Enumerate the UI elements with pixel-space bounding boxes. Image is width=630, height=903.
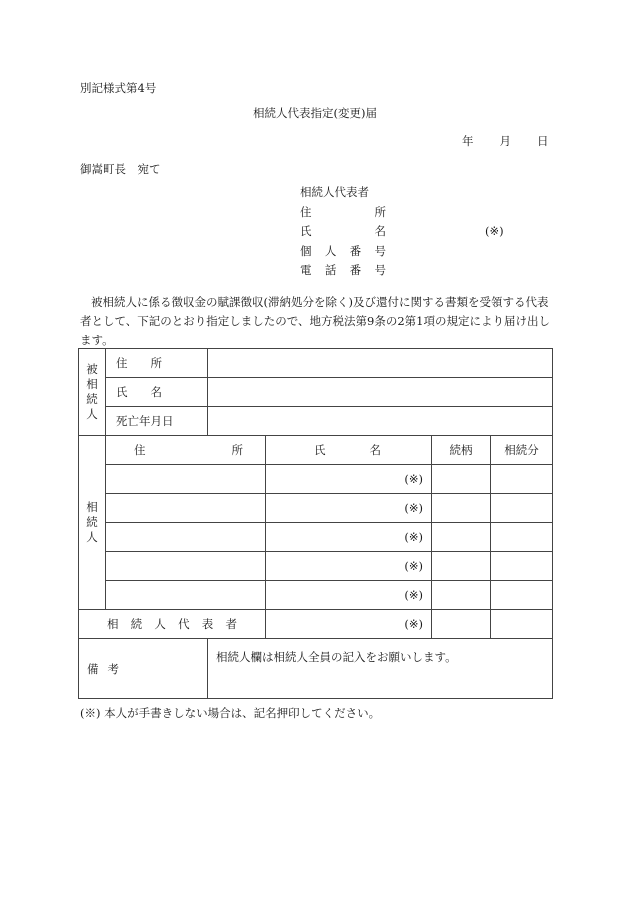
date-line: [462, 133, 549, 149]
heirs-name-header: [266, 436, 432, 465]
rep-row-phone: [300, 261, 386, 281]
char: 氏: [300, 224, 312, 238]
decedent-name-field[interactable]: [208, 378, 553, 407]
body-paragraph: 被相続人に係る徴収金の賦課徴収(滞納処分を除く)及び還付に関する書類を受領する代表者として、下記のとおり指定しましたので、地方税法第9条の2第1項の規定により届け出します。: [80, 295, 550, 347]
date-day: 日: [537, 134, 549, 148]
rep-label-phone: [300, 261, 386, 281]
rep-label-personal-number: [300, 242, 386, 262]
char: 号: [374, 243, 386, 258]
char: 氏: [314, 443, 326, 457]
rep-label-name: [300, 222, 386, 242]
decedent-name-label: 氏 名: [106, 378, 208, 407]
decedent-death-date-label: 死亡年月日: [106, 407, 208, 436]
heir-share-field[interactable]: [491, 494, 553, 523]
document-title: 相続人代表指定(変更)届: [253, 106, 377, 120]
char: 代: [178, 617, 190, 631]
char: 者: [225, 617, 237, 631]
char: 話: [324, 263, 337, 277]
heirs-form-table: [78, 348, 553, 699]
char: 考: [107, 661, 119, 676]
date-month: 月: [499, 134, 511, 148]
char: 個: [300, 243, 312, 258]
char: 住: [300, 204, 312, 219]
rep-label-address: [300, 203, 386, 223]
heirs-address-header: [106, 436, 266, 465]
char: 電: [300, 263, 312, 277]
date-year: 年: [462, 134, 474, 148]
heir-address-field[interactable]: [106, 494, 266, 523]
char: 住: [134, 443, 146, 457]
heir-share-field[interactable]: [491, 465, 553, 494]
remarks-field[interactable]: 相続人欄は相続人全員の記入をお願いします。: [208, 639, 553, 699]
char: 人: [324, 243, 337, 258]
decedent-address-label: 住 所: [106, 349, 208, 378]
char: 番: [349, 243, 362, 258]
heir-share-field[interactable]: [491, 523, 553, 552]
rep-row-name: [300, 222, 504, 242]
char: 所: [374, 204, 386, 219]
rep-row-personal-number: [300, 242, 386, 262]
heir-name-field[interactable]: (※): [266, 581, 432, 610]
heir-relation-field[interactable]: [432, 465, 491, 494]
heir-relation-field[interactable]: [432, 581, 491, 610]
heir-name-field[interactable]: (※): [266, 523, 432, 552]
heir-relation-field[interactable]: [432, 552, 491, 581]
char: 号: [374, 263, 386, 277]
char: 備: [87, 661, 99, 676]
char: 番: [349, 263, 362, 277]
representative-name-field[interactable]: (※): [266, 610, 432, 639]
heir-share-field[interactable]: [491, 552, 553, 581]
rep-row-address: [300, 203, 386, 223]
heirs-share-header: 相続分: [491, 436, 553, 465]
char: 名: [374, 224, 386, 238]
footnote: (※) 本人が手書きしない場合は、記名押印してください。: [80, 706, 381, 720]
rep-name-mark: (※): [485, 224, 504, 238]
heir-address-field[interactable]: [106, 581, 266, 610]
char: 続: [130, 617, 143, 631]
decedent-address-field[interactable]: [208, 349, 553, 378]
representative-relation-field[interactable]: [432, 610, 491, 639]
heirs-label: 相続人: [79, 436, 106, 610]
heir-relation-field[interactable]: [432, 523, 491, 552]
char: 相: [107, 617, 119, 631]
representative-share-field[interactable]: [491, 610, 553, 639]
heir-relation-field[interactable]: [432, 494, 491, 523]
decedent-death-date-field[interactable]: [208, 407, 553, 436]
heir-address-field[interactable]: [106, 523, 266, 552]
heir-share-field[interactable]: [491, 581, 553, 610]
addressee: 御嵩町長 宛て: [80, 162, 161, 176]
heir-address-field[interactable]: [106, 465, 266, 494]
heir-name-field[interactable]: (※): [266, 465, 432, 494]
decedent-label: 被相続人: [79, 349, 106, 436]
char: 人: [154, 617, 166, 631]
heir-name-field[interactable]: (※): [266, 552, 432, 581]
form-number: 別記様式第4号: [80, 81, 157, 95]
representative-heading: 相続人代表者: [300, 185, 369, 199]
remarks-label: [79, 639, 208, 699]
heir-address-field[interactable]: [106, 552, 266, 581]
representative-row-label: [79, 610, 266, 639]
char: 所: [231, 443, 243, 457]
representative-block: [300, 183, 504, 281]
char: 名: [369, 443, 381, 457]
char: 表: [201, 617, 214, 631]
heirs-relation-header: 続柄: [432, 436, 491, 465]
heir-name-field[interactable]: (※): [266, 494, 432, 523]
